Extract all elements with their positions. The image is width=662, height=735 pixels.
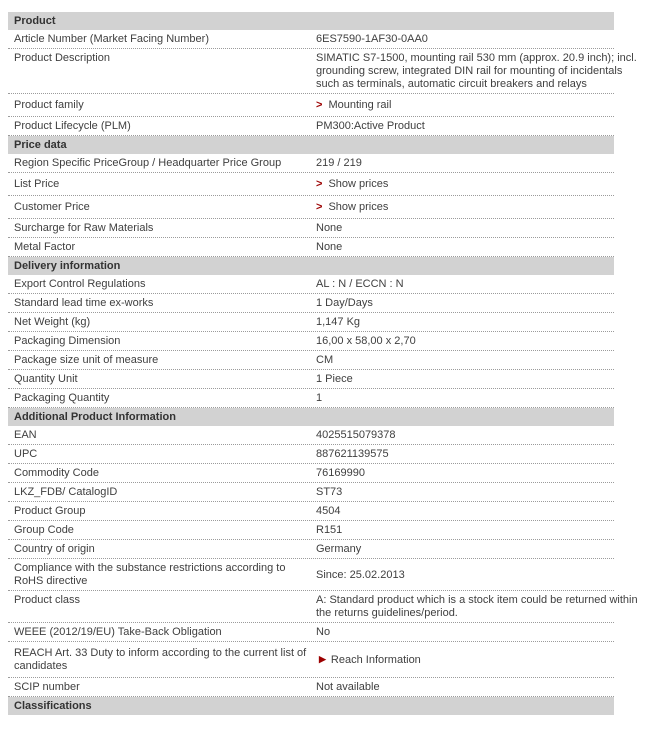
row-value: No bbox=[316, 626, 331, 638]
row-label: Export Control Regulations bbox=[14, 278, 146, 290]
table-row bbox=[8, 464, 614, 483]
triangle-right-icon: ▶ bbox=[319, 653, 326, 664]
table-row bbox=[8, 313, 614, 332]
row-value-link[interactable] bbox=[316, 99, 646, 112]
section-header: Classifications bbox=[8, 697, 614, 715]
row-label: UPC bbox=[14, 448, 38, 460]
row-label: Product Group bbox=[14, 505, 86, 517]
table-row bbox=[8, 30, 614, 49]
row-label: Packaging Quantity bbox=[14, 392, 110, 404]
table-row bbox=[8, 642, 614, 678]
row-value: Not available bbox=[316, 681, 380, 693]
row-value: 4025515079378 bbox=[316, 429, 396, 441]
row-label: List Price bbox=[14, 178, 60, 190]
row-value-link[interactable] bbox=[316, 201, 646, 214]
row-label: EAN bbox=[14, 429, 37, 441]
row-value-link[interactable] bbox=[316, 654, 646, 667]
row-label: Product class bbox=[14, 594, 81, 606]
section-header: Delivery information bbox=[8, 257, 614, 275]
row-value: Since: 25.02.2013 bbox=[316, 568, 405, 581]
row-value: 6ES7590-1AF30-0AA0 bbox=[316, 33, 428, 45]
row-label: Group Code bbox=[14, 524, 74, 536]
row-value: CM bbox=[316, 354, 334, 366]
row-label: Surcharge for Raw Materials bbox=[14, 222, 154, 234]
table-row bbox=[8, 445, 614, 464]
table-row bbox=[8, 294, 614, 313]
row-value: A: Standard product which is a stock item could be returned within the returns guidelines/period. bbox=[316, 594, 638, 619]
row-value: ST73 bbox=[316, 486, 343, 498]
table-row bbox=[8, 154, 614, 173]
row-value: AL : N / ECCN : N bbox=[316, 278, 404, 290]
row-value: SIMATIC S7-1500, mounting rail 530 mm (approx. 20.9 inch); incl. grounding screw, integrated DIN rail for mounting of incidentals such as terminals, automatic circuit breakers and relays bbox=[316, 52, 637, 90]
row-value: None bbox=[316, 222, 343, 234]
link-label: Mounting rail bbox=[328, 99, 392, 111]
table-row bbox=[8, 219, 614, 238]
row-label: LKZ_FDB/ CatalogID bbox=[14, 486, 118, 498]
table-row bbox=[8, 623, 614, 642]
row-label: Packaging Dimension bbox=[14, 335, 121, 347]
row-label: Product family bbox=[14, 99, 84, 111]
table-row bbox=[8, 559, 614, 591]
chevron-right-icon: > bbox=[316, 99, 323, 111]
row-label: Package size unit of measure bbox=[14, 354, 159, 366]
row-label: Compliance with the substance restrictions according to RoHS directive bbox=[14, 562, 286, 587]
row-value: 1 Piece bbox=[316, 373, 353, 385]
table-row bbox=[8, 591, 638, 623]
table-row bbox=[8, 389, 614, 408]
row-label: Country of origin bbox=[14, 543, 95, 555]
row-label: WEEE (2012/19/EU) Take-Back Obligation bbox=[14, 626, 222, 638]
row-value: 16,00 x 58,00 x 2,70 bbox=[316, 335, 416, 347]
row-label: Article Number (Market Facing Number) bbox=[14, 33, 209, 45]
link-label: Show prices bbox=[328, 178, 389, 190]
row-value: R151 bbox=[316, 524, 343, 536]
row-label: Customer Price bbox=[14, 201, 90, 213]
row-label: Product Description bbox=[14, 52, 110, 64]
table-row bbox=[8, 521, 614, 540]
row-label: Standard lead time ex-works bbox=[14, 297, 154, 309]
row-label: SCIP number bbox=[14, 681, 80, 693]
table-row bbox=[8, 196, 614, 219]
table-row bbox=[8, 540, 614, 559]
row-value: 219 / 219 bbox=[316, 157, 362, 169]
table-row bbox=[8, 370, 614, 389]
chevron-right-icon: > bbox=[316, 178, 323, 190]
table-row bbox=[8, 678, 614, 697]
table-row bbox=[8, 238, 614, 257]
row-label: Commodity Code bbox=[14, 467, 99, 479]
table-row bbox=[8, 117, 614, 136]
row-label: Quantity Unit bbox=[14, 373, 78, 385]
table-row bbox=[8, 173, 614, 196]
section-header: Additional Product Information bbox=[8, 408, 614, 426]
row-label: Product Lifecycle (PLM) bbox=[14, 120, 131, 132]
link-label: Reach Information bbox=[330, 653, 421, 666]
row-value: 1,147 Kg bbox=[316, 316, 361, 328]
section-header: Price data bbox=[8, 136, 614, 154]
row-value: 4504 bbox=[316, 505, 341, 517]
row-label: Net Weight (kg) bbox=[14, 316, 91, 328]
row-value: 76169990 bbox=[316, 467, 365, 479]
table-row bbox=[8, 502, 614, 521]
table-row bbox=[8, 351, 614, 370]
row-value: 1 bbox=[316, 392, 323, 404]
link-label: Show prices bbox=[328, 201, 389, 213]
table-row bbox=[8, 49, 637, 94]
table-row bbox=[8, 426, 614, 445]
row-value: Germany bbox=[316, 543, 362, 555]
section-header: Product bbox=[8, 12, 614, 30]
table-row bbox=[8, 275, 614, 294]
row-label: REACH Art. 33 Duty to inform according to the current list of candidates bbox=[14, 647, 307, 672]
row-label: Metal Factor bbox=[14, 241, 76, 253]
row-value: 887621139575 bbox=[316, 448, 389, 460]
row-value-link[interactable] bbox=[316, 178, 646, 191]
row-value: PM300:Active Product bbox=[316, 120, 425, 132]
row-label: Region Specific PriceGroup / Headquarter Price Group bbox=[14, 157, 282, 169]
product-details-table bbox=[8, 12, 638, 715]
table-row bbox=[8, 94, 614, 117]
row-value: None bbox=[316, 241, 343, 253]
row-value: 1 Day/Days bbox=[316, 297, 373, 309]
chevron-right-icon: > bbox=[316, 201, 323, 213]
table-row bbox=[8, 483, 614, 502]
table-row bbox=[8, 332, 614, 351]
